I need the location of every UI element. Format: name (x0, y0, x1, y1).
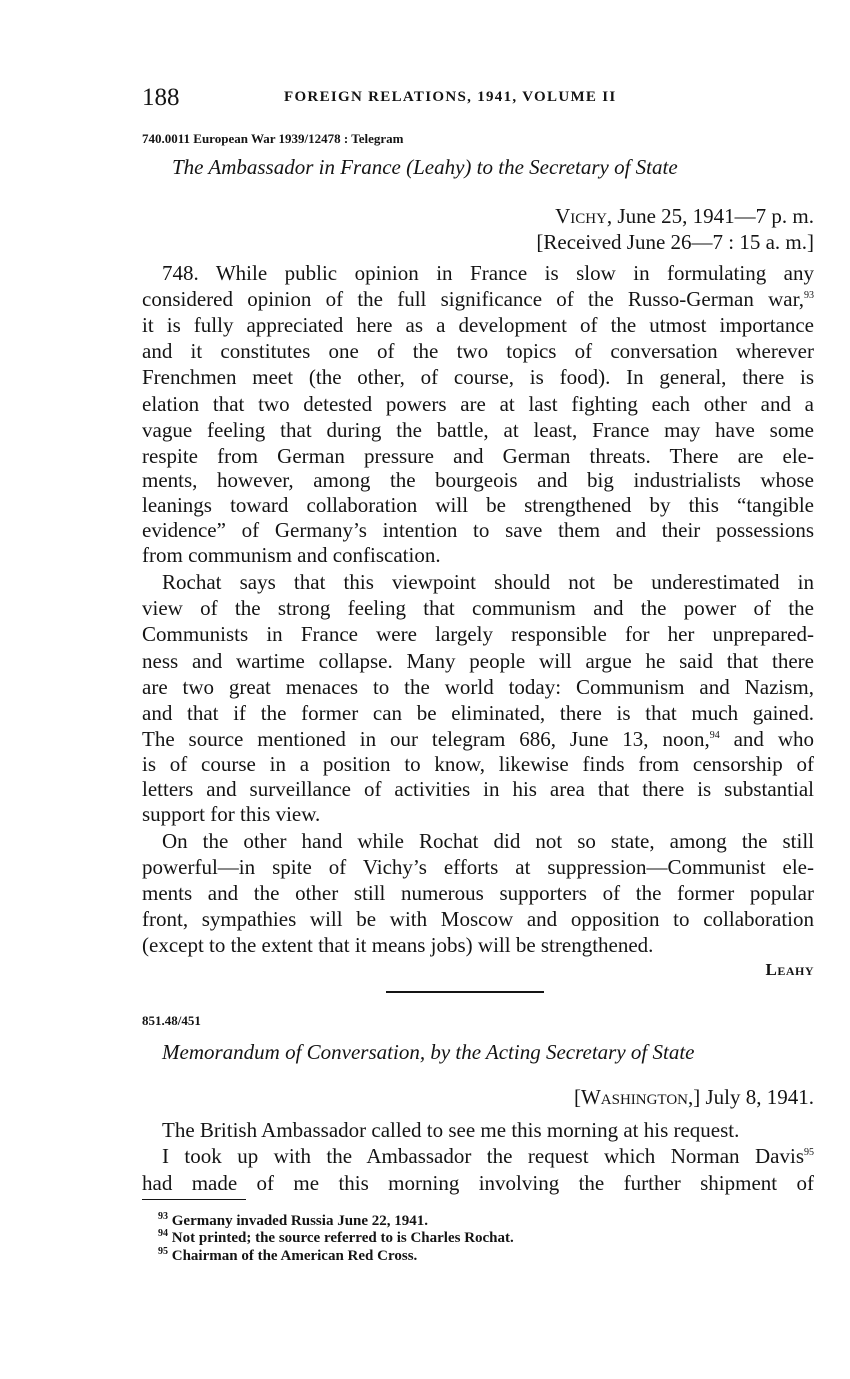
file-number-2: 851.48/451 (142, 1013, 201, 1028)
paragraph-line: vague feeling that during the battle, at least, France may have some (142, 418, 814, 442)
line-text-tail: and who (719, 727, 814, 751)
paragraph-line: and it constitutes one of the two topics of conversation wherever (142, 339, 814, 363)
paragraph-line: Frenchmen meet (the other, of course, is food). In general, there is (142, 365, 814, 389)
paragraph-line: evidence” of Germany’s intention to save them and their possessions (142, 518, 814, 542)
running-header (142, 84, 814, 112)
paragraph-line: are two great menaces to the world today: Communism and Nazism, (142, 675, 814, 699)
running-title: FOREIGN RELATIONS, 1941, VOLUME II (284, 89, 617, 105)
signature: Leahy (765, 960, 814, 979)
paragraph-line: powerful—in spite of Vichy’s efforts at suppression—Communist ele- (142, 855, 814, 879)
paragraph-line: respite from German pressure and German threats. There are ele- (142, 444, 814, 468)
footnote-text: Germany invaded Russia June 22, 1941. (171, 1213, 429, 1229)
paragraph-line: Rochat says that this viewpoint should not be underestimated in (162, 570, 814, 594)
paragraph-line: front, sympathies will be with Moscow and opposition to collaboration (142, 907, 814, 931)
dateline-1 (555, 204, 814, 229)
paragraph-line: ments and the other still numerous supporters of the former popular (142, 881, 814, 905)
paragraph-line: leanings toward collaboration will be strengthened by this “tangible (142, 493, 814, 517)
dateline-date: July 8, 1941. (700, 1085, 814, 1109)
paragraph-line: (except to the extent that it means jobs) will be strengthened. (142, 933, 654, 957)
footnote-marker: 95 (158, 1246, 168, 1257)
paragraph-line: Communists in France were largely responsible for her unprepared- (142, 622, 814, 646)
dateline-place: Vichy (555, 204, 607, 228)
file-number-1: 740.0011 European War 1939/12478 : Telegram (142, 131, 404, 146)
footnote-ref-94: 94 (709, 730, 720, 741)
paragraph-line (142, 1143, 814, 1169)
paragraph-line: 748. While public opinion in France is slow in formulating any (162, 261, 814, 285)
paragraph-line: and that if the former can be eliminated, there is that much gained. (142, 701, 814, 725)
document-title-1: The Ambassador in France (Leahy) to the Secretary of State (172, 155, 678, 179)
document-title-2: Memorandum of Conversation, by the Acting Secretary of State (162, 1040, 695, 1064)
paragraph-line: elation that two detested powers are at last fighting each other and a (142, 392, 814, 416)
received-line: [Received June 26—7 : 15 a. m.] (536, 230, 814, 254)
footnote-ref-93: 93 (804, 290, 814, 301)
paragraph-line (142, 286, 814, 312)
paragraph-line: is of course in a position to know, likewise finds from censorship of (142, 752, 814, 776)
footnote-marker: 94 (158, 1228, 168, 1239)
section-divider (386, 991, 544, 993)
paragraph-line: view of the strong feeling that communism and the power of the (142, 596, 814, 620)
footnote-text: Chairman of the American Red Cross. (171, 1248, 418, 1264)
line-text: considered opinion of the full significance of the Russo-German war, (142, 287, 804, 311)
footnote-93 (158, 1213, 428, 1230)
paragraph-line: ments, however, among the bourgeois and big industrialists whose (142, 468, 814, 492)
paragraph-line (142, 726, 814, 752)
dateline-date: , June 25, 1941—7 p. m. (606, 204, 814, 228)
paragraph-line: ness and wartime collapse. Many people will argue he said that there (142, 649, 814, 673)
paragraph-line: had made of me this morning involving the further shipment of (142, 1171, 814, 1195)
paragraph-line: The British Ambassador called to see me this morning at his request. (162, 1118, 740, 1142)
paragraph-line: On the other hand while Rochat did not so state, among the still (162, 829, 814, 853)
paragraph-line: it is fully appreciated here as a development of the utmost importance (142, 313, 814, 337)
footnote-94 (158, 1230, 514, 1247)
dateline-2 (574, 1085, 814, 1110)
paragraph-line: from communism and confiscation. (142, 543, 441, 567)
page-number: 188 (142, 84, 180, 111)
footnote-rule (142, 1199, 246, 1200)
footnote-text: Not printed; the source referred to is Charles Rochat. (171, 1230, 514, 1246)
line-text: I took up with the Ambassador the request which Norman Davis (162, 1144, 804, 1168)
footnote-marker: 93 (158, 1211, 168, 1222)
paragraph-line: letters and surveillance of activities in his area that there is substantial (142, 777, 814, 801)
footnote-95 (158, 1248, 417, 1265)
footnote-ref-95: 95 (804, 1147, 814, 1158)
line-text: The source mentioned in our telegram 686, June 13, noon, (142, 727, 710, 751)
paragraph-line: support for this view. (142, 802, 321, 826)
dateline-place: [Washington,] (573, 1085, 701, 1109)
